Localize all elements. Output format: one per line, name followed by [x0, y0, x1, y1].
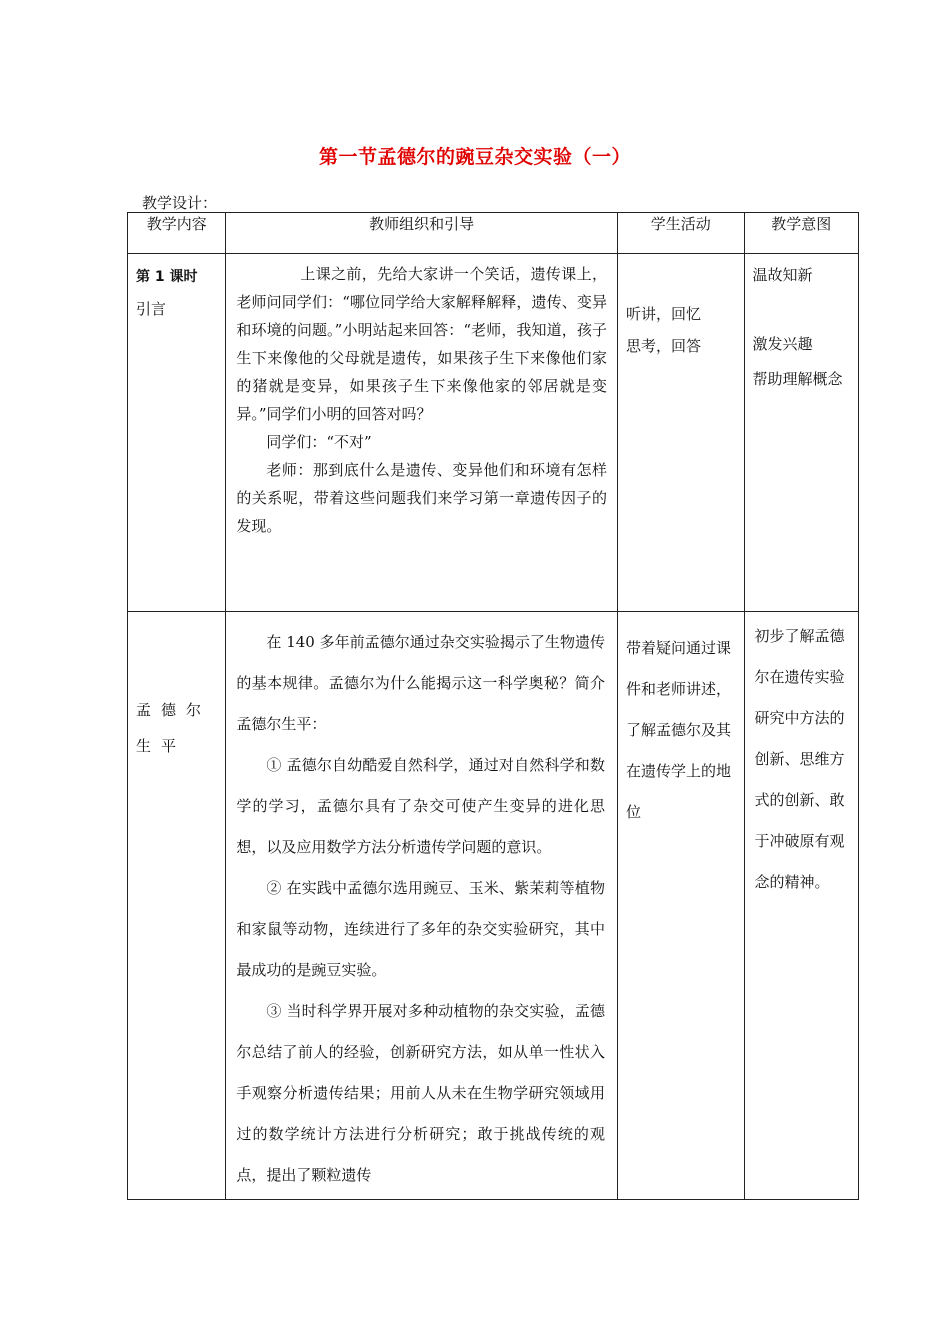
row2-intent: 初步了解孟德尔在遗传实验研究中方法的创新、思维方式的创新、敢于冲破原有观念的精神。	[754, 627, 845, 891]
header-activity: 学生活动	[617, 213, 744, 254]
row1-activity	[626, 298, 744, 362]
row1-intent-cell	[744, 254, 859, 612]
row1-content: 引言	[136, 300, 167, 318]
row2-intent-cell	[744, 612, 859, 1200]
row1-activity-line1: 听讲，回忆	[625, 305, 701, 323]
row2-guide-para3: ② 在实践中孟德尔选用豌豆、玉米、紫茉莉等植物和家鼠等动物，连续进行了多年的杂交实验研究，其中最成功的是豌豆实验。	[236, 879, 605, 979]
document-title: 第一节孟德尔的豌豆杂交实验（一）	[318, 146, 631, 168]
row1-content-cell	[128, 254, 226, 612]
row2-activity: 带着疑问通过课件和老师讲述，了解孟德尔及其在遗传学上的地位	[625, 639, 731, 821]
row2-guide-para2: ① 孟德尔自幼酷爱自然科学，通过对自然科学和数学的学习，孟德尔具有了杂交可使产生变异的进化思想，以及应用数学方法分析遗传学问题的意识。	[236, 756, 605, 856]
table-row	[128, 612, 859, 1200]
teaching-design-label: 教学设计：	[142, 194, 218, 212]
row2-content-cell	[128, 612, 226, 1200]
header-content: 教学内容	[128, 213, 226, 254]
header-intent: 教学意图	[744, 213, 859, 254]
row1-guide-para3: 老师：那到底什么是遗传、变异他们和环境有怎样的关系呢，带着这些问题我们来学习第一章遗传因子的发现。	[236, 461, 607, 535]
row1-intent-line1: 温故知新	[752, 266, 813, 284]
row2-guide-para4: ③ 当时科学界开展对多种动植物的杂交实验，孟德尔总结了前人的经验，创新研究方法，如从单一性状入手观察分析遗传结果；用前人从未在生物学研究领域用过的数学统计方法进行分析研究；敢于挑战传统的观点，提出了颗粒遗传	[236, 1002, 605, 1184]
row1-intent-line3: 帮助理解概念	[752, 370, 843, 388]
header-guide: 教师组织和引导	[226, 213, 618, 254]
table-header-row	[128, 213, 859, 254]
row1-guide-para2: 同学们：“不对”	[266, 433, 372, 451]
row2-guide-cell	[226, 612, 618, 1200]
table-row	[128, 254, 859, 612]
row1-activity-cell	[617, 254, 744, 612]
row1-guide-para1: 上课之前，先给大家讲一个笑话，遗传课上，老师问同学们：“哪位同学给大家解释解释，遗传、变异和环境的问题。”小明站起来回答：“老师，我知道，孩子生下来像他的父母就是遗传，如果孩子生下来像他们家的猪就是变异，如果孩子生下来像他家的邻居就是变异。”同学们小明的回答对吗？	[236, 265, 607, 423]
lesson-label: 第 1 课时	[136, 269, 198, 285]
row2-activity-cell	[617, 612, 744, 1200]
row1-intent-line2: 激发兴趣	[752, 335, 813, 353]
row1-guide-cell	[226, 254, 618, 612]
teaching-design-table	[127, 212, 859, 1200]
row1-intent-rest	[753, 327, 859, 397]
row2-guide-para1: 在 140 多年前孟德尔通过杂交实验揭示了生物遗传的基本规律。孟德尔为什么能揭示这一科学奥秘？简介孟德尔生平：	[236, 633, 605, 733]
row1-activity-line2: 思考，回答	[625, 337, 701, 355]
row2-content: 孟德尔生平	[136, 701, 212, 755]
